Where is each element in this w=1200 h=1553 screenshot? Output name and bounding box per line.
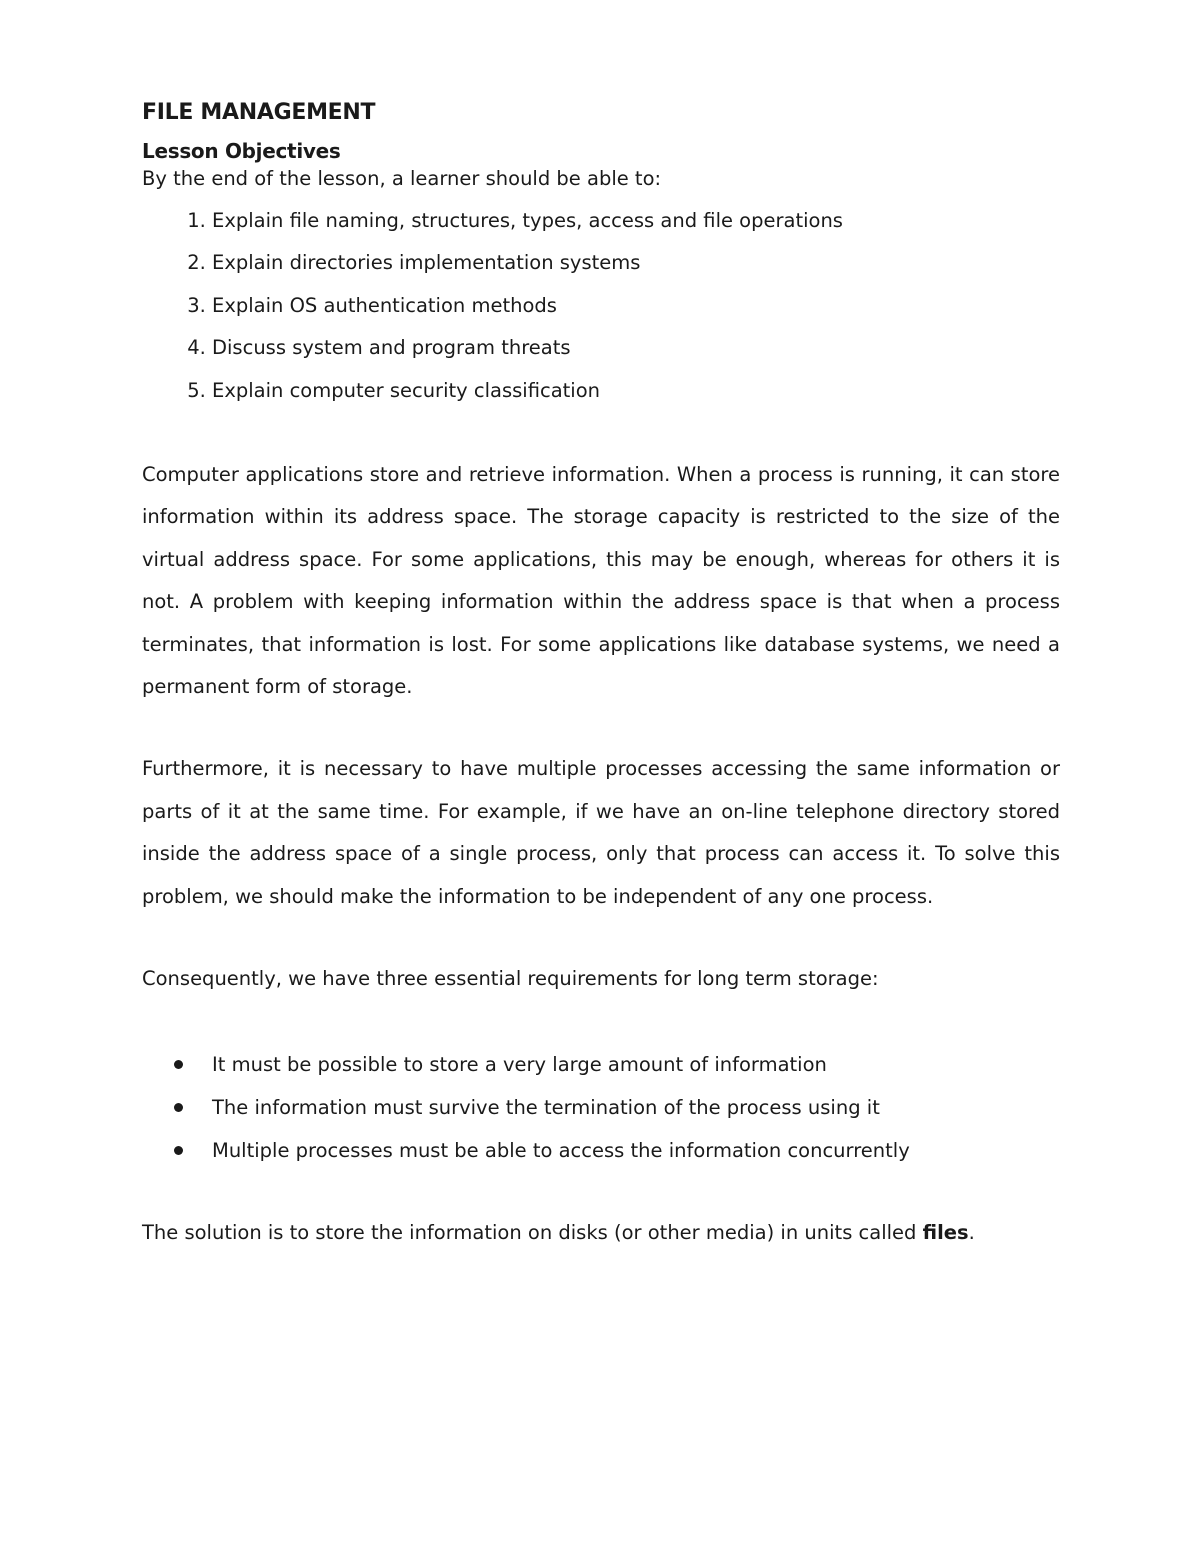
requirement-text: It must be possible to store a very large amount of information <box>212 1052 827 1076</box>
paragraph-requirements-intro: Consequently, we have three essential requirements for long term storage: <box>142 967 879 991</box>
objective-item: 4. Discuss system and program threats <box>212 327 1060 369</box>
objectives-heading: Lesson Objectives <box>142 139 341 163</box>
document-title: FILE MANAGEMENT <box>142 100 376 125</box>
conclusion-bold-word: files <box>922 1220 969 1244</box>
objectives-list <box>142 200 1060 412</box>
objective-item: 2. Explain directories implementation systems <box>212 242 1060 284</box>
objective-item: 1. Explain file naming, structures, types, access and file operations <box>212 200 1060 242</box>
paragraph-conclusion <box>142 1212 1060 1254</box>
conclusion-text: The solution is to store the information on disks (or other media) in units called <box>142 1220 923 1244</box>
objectives-intro: By the end of the lesson, a learner should be able to: <box>142 167 662 190</box>
requirements-list <box>142 1043 1060 1172</box>
bullet-icon <box>174 1103 183 1112</box>
document-page <box>142 96 1060 1254</box>
requirement-text: The information must survive the termination of the process using it <box>212 1095 880 1119</box>
conclusion-end: . <box>968 1220 975 1244</box>
requirement-item <box>142 1086 1060 1129</box>
requirement-item <box>142 1043 1060 1086</box>
bullet-icon <box>174 1146 183 1155</box>
objective-item: 5. Explain computer security classification <box>212 370 1060 412</box>
requirement-text: Multiple processes must be able to access the information concurrently <box>212 1138 910 1162</box>
objective-item: 3. Explain OS authentication methods <box>212 285 1060 327</box>
requirement-item <box>142 1129 1060 1172</box>
paragraph-storage-intro: Computer applications store and retrieve information. When a process is running, it can store information within its address space. The storage capacity is restricted to the size of the virtual address space. For some applications, this may be enough, whereas for others it is not. A problem with keeping information within the address space is that when a process terminates, that information is lost. For some applications like database systems, we need a permanent form of storage. <box>142 463 1060 699</box>
bullet-icon <box>174 1060 183 1069</box>
paragraph-shared-access: Furthermore, it is necessary to have multiple processes accessing the same information or parts of it at the same time. For example, if we have an on-line telephone directory stored inside the address space of a single process, only that process can access it. To solve this problem, we should make the information to be independent of any one process. <box>142 757 1060 908</box>
